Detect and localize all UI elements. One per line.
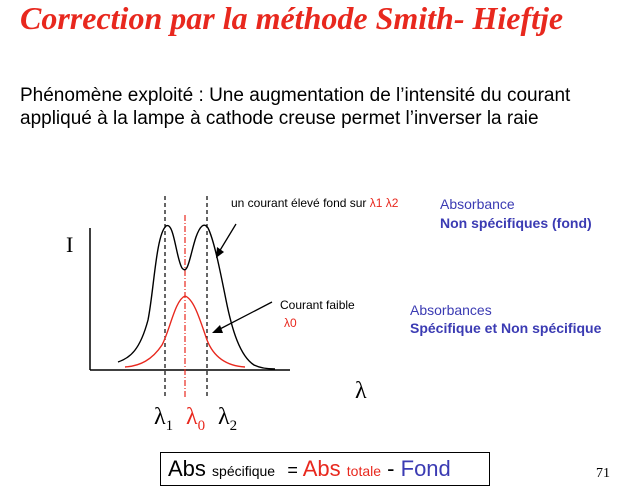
high-current-lambdas: λ1 λ2	[369, 196, 399, 210]
y-axis-label: I	[66, 232, 74, 257]
formula-abs-totale: Abs	[302, 456, 341, 481]
slide-title: Correction par la méthode Smith- Hieftje	[20, 0, 564, 36]
tick-lambda0	[186, 404, 205, 435]
low-current-arrow	[218, 302, 272, 330]
high-current-label	[231, 196, 398, 210]
high-current-arrowhead	[216, 247, 224, 258]
absorbance-label: Absorbance	[440, 196, 515, 212]
low-current-label: Courant faible	[280, 298, 355, 312]
formula-totale: totale	[346, 463, 382, 479]
tick-lambda0-symbol: λ	[186, 404, 198, 430]
tick-lambda2-symbol: λ	[218, 404, 230, 430]
intro-line-1: Phénomène exploité : Une augmentation de l’intensité du courant	[20, 85, 571, 106]
x-axis-label: λ	[355, 378, 367, 404]
high-current-arrow	[219, 224, 236, 252]
absorbances-label: Absorbances	[410, 302, 492, 318]
tick-lambda1-subscript: 1	[165, 417, 174, 434]
non-specific-label: Non spécifiques (fond)	[440, 215, 592, 231]
specific-non-specific-label: Spécifique et Non spécifique	[410, 320, 602, 336]
tick-lambda0-subscript: 0	[197, 417, 206, 434]
formula-fond: Fond	[400, 456, 451, 481]
intro-line-2: appliqué à la lampe à cathode creuse permet l’inverser la raie	[20, 108, 539, 129]
formula	[168, 456, 451, 482]
tick-lambda1	[154, 404, 173, 435]
high-current-text: un courant élevé fond sur	[231, 196, 370, 210]
tick-lambda2-subscript: 2	[229, 417, 238, 434]
low-current-arrowhead	[212, 325, 223, 333]
page-number: 71	[596, 466, 610, 481]
tick-lambda2	[218, 404, 237, 435]
tick-lambda1-symbol: λ	[154, 404, 166, 430]
formula-equals: =	[287, 460, 298, 480]
low-current-lambda: λ0	[284, 316, 297, 330]
formula-abs: Abs	[168, 456, 206, 481]
formula-minus: -	[387, 456, 395, 481]
formula-specifique: spécifique	[212, 463, 276, 479]
high-current-curve	[118, 225, 275, 369]
